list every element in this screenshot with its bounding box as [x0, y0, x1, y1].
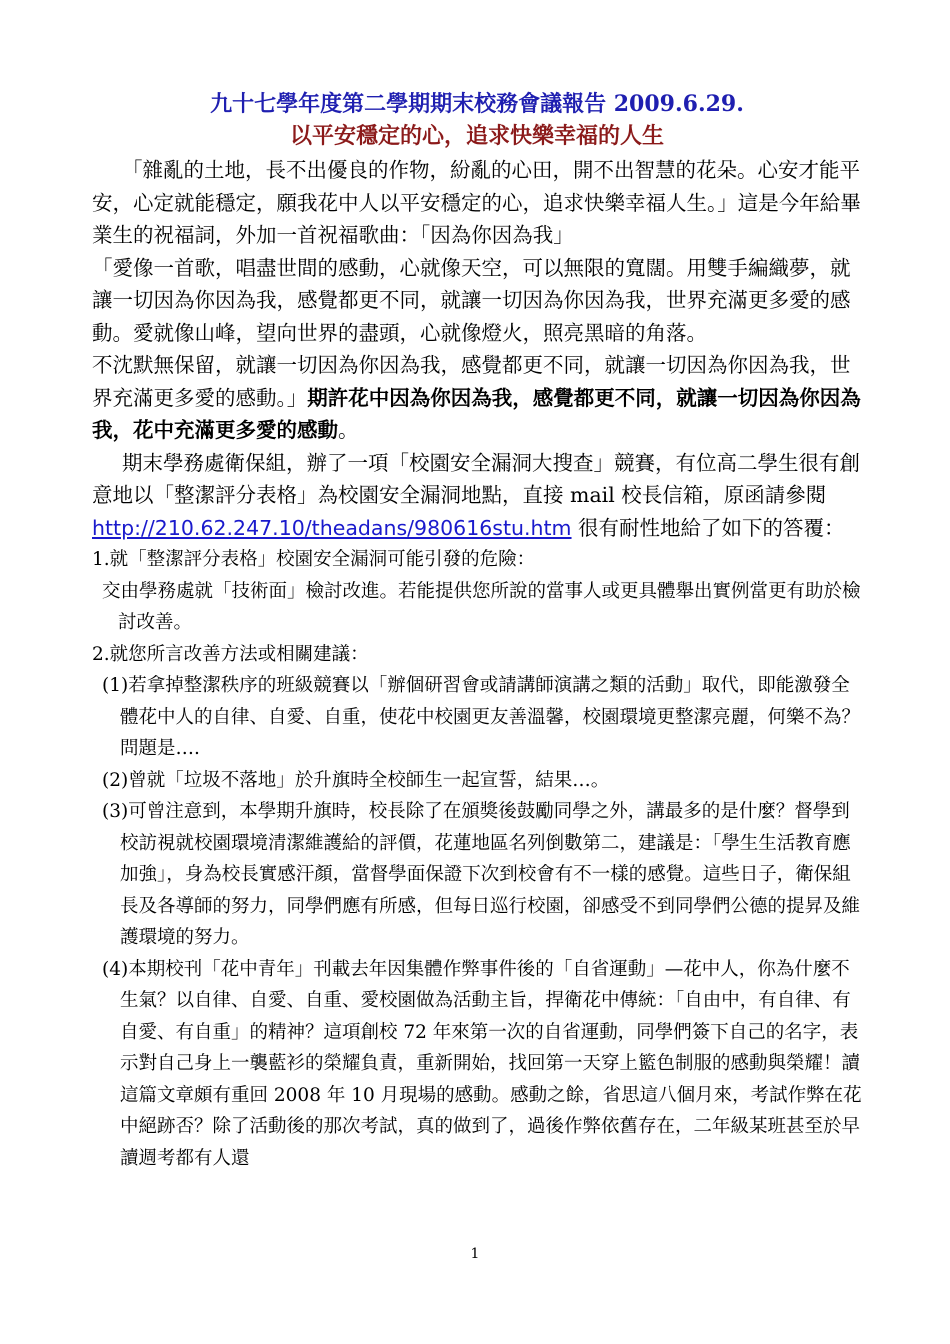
sub-item-3: (3)可曾注意到，本學期升旗時，校長除了在頒獎後鼓勵同學之外，講最多的是什麼？督學到校訪視就校園環境清潔維護給的評價，花蓮地區名列倒數第二，建議是：「學生生活教育應加強」，身為校長實感汗顏，當督學面保證下次到校會有不一樣的感覺。這些日子，衛保組長及各導師的努力，同學們應有所感，但每日巡行校園，卻感受不到同學們公德的提昇及維護環境的努力。	[102, 801, 861, 948]
sub-item-2: (2)曾就「垃圾不落地」於升旗時全校師生一起宣誓，結果…。	[102, 769, 610, 791]
song-ending-text: 不沈默無保留，就讓一切因為你因為我，感覺都更不同，就讓一切因為你因為我，世界充滿更多愛的感動。」	[92, 353, 851, 410]
reference-link[interactable]: http://210.62.247.10/theadans/980616stu.htm	[92, 515, 572, 540]
list-item-2-heading: 2.就您所言改善方法或相關建議：	[92, 643, 369, 665]
body-text	[92, 154, 862, 544]
paragraph-blessing: 「雜亂的土地，長不出優良的作物，紛亂的心田，開不出智慧的花朵。心安才能平安，心定就能穩定，願我花中人以平安穩定的心，追求快樂幸福人生。」這是今年給畢業生的祝福詞，外加一首祝福歌曲：「因為你因為我」	[92, 158, 861, 247]
report-title: 九十七學年度第二學期期末校務會議報告 2009.6.29.	[210, 91, 744, 117]
list-item-1-detail: 交由學務處就「技術面」檢討改進。若能提供您所說的當事人或更具體舉出實例當更有助於檢討改善。	[102, 580, 861, 633]
document-content	[92, 88, 862, 1174]
page-number: 1	[470, 1246, 480, 1262]
report-subtitle: 以平安穩定的心，追求快樂幸福的人生	[289, 123, 664, 149]
competition-text-after: 很有耐性地給了如下的答覆：	[571, 515, 845, 540]
paragraph-song-lyrics: 「愛像一首歌，唱盡世間的感動，心就像天空，可以無限的寬闊。用雙手編織夢，就讓一切因為你因為我，感覺都更不同，就讓一切因為你因為我，世界充滿更多愛的感動。愛就像山峰，望向世界的盡頭，心就像燈火，照亮黑暗的角落。	[92, 255, 851, 345]
reply-list	[92, 544, 862, 1174]
sub-item-1: (1)若拿掉整潔秩序的班級競賽以「辦個研習會或請講師演講之類的活動」取代，即能激發全體花中人的自律、自愛、自重，使花中校園更友善溫馨，校園環境更整潔亮麗，何樂不為？問題是….	[102, 675, 861, 759]
list-item-1-heading: 1.就「整潔評分表格」校園安全漏洞可能引發的危險：	[92, 549, 536, 570]
paragraph-song-ending	[92, 349, 862, 447]
bold-expectation: 期許花中因為你因為我，感覺都更不同，就讓一切因為你因為我，花中充滿更多愛的感動	[92, 385, 861, 442]
competition-text: 期末學務處衛保組，辦了一項「校園安全漏洞大搜查」競賽，有位高二學生很有創意地以「整潔評分表格」為校園安全漏洞地點，直接 mail 校長信箱，原函請參閱	[92, 450, 860, 507]
song-ending-period: 。	[338, 418, 359, 442]
sub-item-4: (4)本期校刊「花中青年」刊載去年因集體作弊事件後的「自省運動」—花中人，你為什麼不生氣？以自律、自愛、自重、愛校園做為活動主旨，捍衛花中傳統：「自由中，有自律、有自愛、有自重」的精神？這項創校 72 年來第一次的自省運動，同學們簽下自己的名字，表示對自己身上一襲藍衫的榮耀負責，重新開始，找回第一天穿上籃色制服的感動與榮耀！讀這篇文章頗有重回 2008 年 10 月現場的感動。感動之餘，省思這八個月來，考試作弊在花中絕跡否？除了活動後的那次考試，真的做到了，過後作弊依舊存在，二年級某班甚至於早讀週考都有人還	[102, 958, 862, 1169]
paragraph-competition	[92, 447, 862, 545]
